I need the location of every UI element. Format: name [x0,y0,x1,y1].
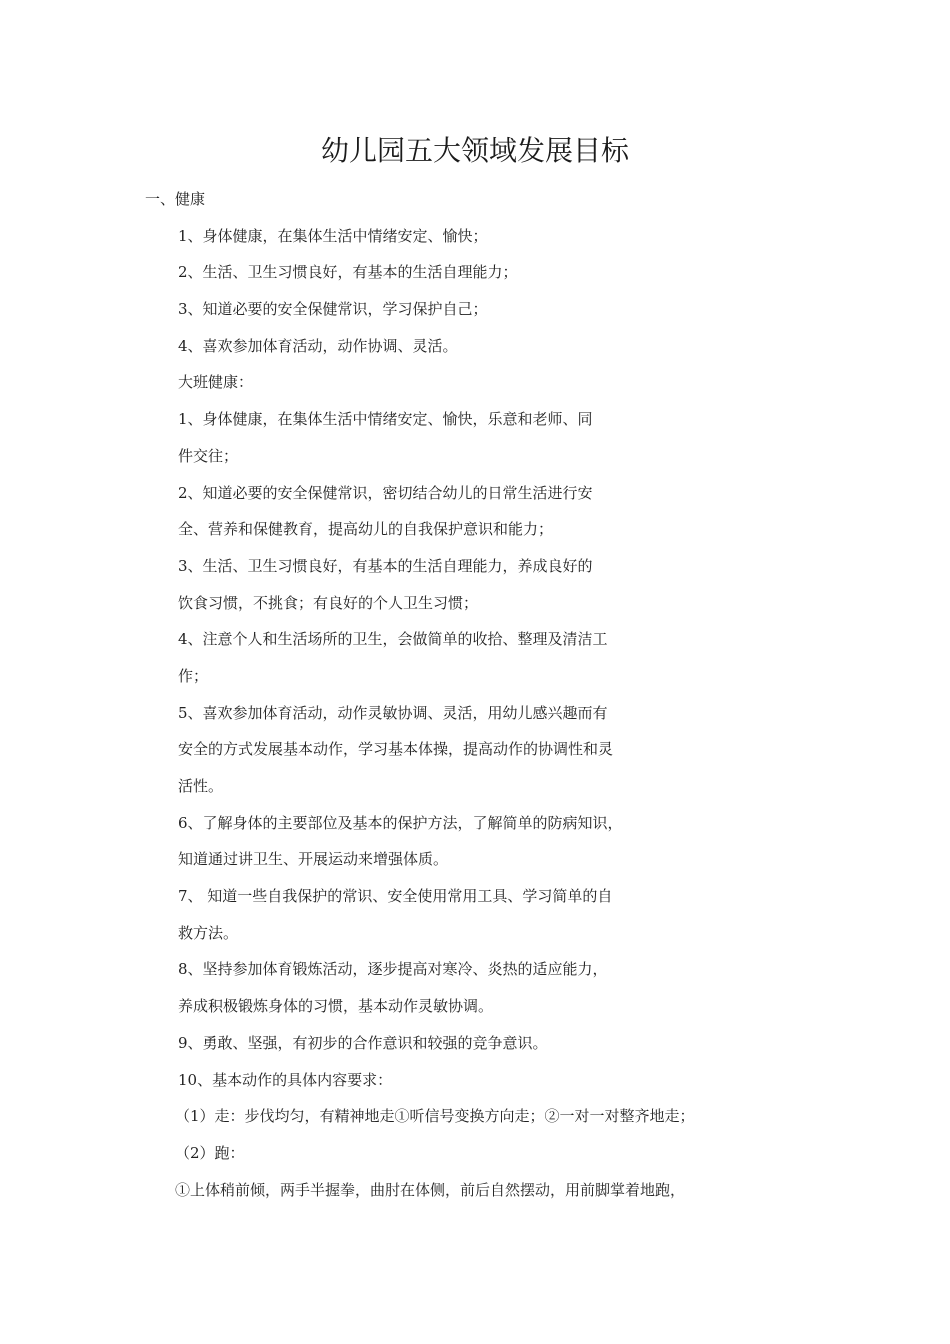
paragraph-line: ①上体稍前倾，两手半握拳，曲肘在体侧，前后自然摆动，用前脚掌着地跑， [175,1180,686,1199]
paragraph-line: （2）跑： [175,1143,245,1162]
paragraph-line: 10、基本动作的具体内容要求： [178,1070,393,1089]
paragraph-line: 8、坚持参加体育锻炼活动，逐步提高对寒冷、炎热的适应能力， [178,960,608,979]
paragraph-line: 1、身体健康，在集体生活中情绪安定、愉快； [178,226,488,245]
paragraph-line: 全、营养和保健教育，提高幼儿的自我保护意识和能力； [178,520,554,539]
paragraph-line: 作； [178,666,209,685]
paragraph-line: 3、知道必要的安全保健常识，学习保护自己； [178,300,488,319]
paragraph-line: 活性。 [178,777,224,795]
paragraph-line: 7、 知道一些自我保护的常识、安全使用常用工具、学习简单的自 [178,887,613,906]
paragraph-line: 4、注意个人和生活场所的卫生，会做简单的收拾、整理及清洁工 [178,630,608,649]
paragraph-line: 6、了解身体的主要部位及基本的保护方法，了解简单的防病知识， [178,813,623,832]
paragraph-line: 养成积极锻炼身体的习惯，基本动作灵敏协调。 [178,997,494,1016]
paragraph-line: 件交往； [178,446,239,465]
document-body [0,181,950,1208]
paragraph-line: 知道通过讲卫生、开展运动来增强体质。 [178,850,449,869]
paragraph-line: 安全的方式发展基本动作，学习基本体操，提高动作的协调性和灵 [178,740,614,759]
section-heading-health: 一、健康 [145,190,206,208]
paragraph-line: （1）走：步伐均匀，有精神地走①听信号变换方向走；②一对一对整齐地走； [175,1107,695,1126]
document-title: 幼儿园五大领域发展目标 [320,134,629,167]
paragraph-line: 饮食习惯，不挑食；有良好的个人卫生习惯； [178,593,479,612]
subheading-senior-class-health: 大班健康： [178,373,254,392]
paragraph-line: 2、知道必要的安全保健常识，密切结合幼儿的日常生活进行安 [178,483,593,502]
paragraph-line: 3、生活、卫生习惯良好，有基本的生活自理能力，养成良好的 [178,556,593,575]
paragraph-line: 5、喜欢参加体育活动，动作灵敏协调、灵活，用幼儿感兴趣而有 [178,703,608,722]
paragraph-line: 9、勇敢、坚强，有初步的合作意识和较强的竞争意识。 [178,1033,548,1052]
paragraph-line: 4、喜欢参加体育活动，动作协调、灵活。 [178,336,458,355]
paragraph-line: 2、生活、卫生习惯良好，有基本的生活自理能力； [178,263,518,282]
paragraph-line: 1、身体健康，在集体生活中情绪安定、愉快，乐意和老师、同 [178,410,593,429]
paragraph-line: 救方法。 [178,923,239,942]
